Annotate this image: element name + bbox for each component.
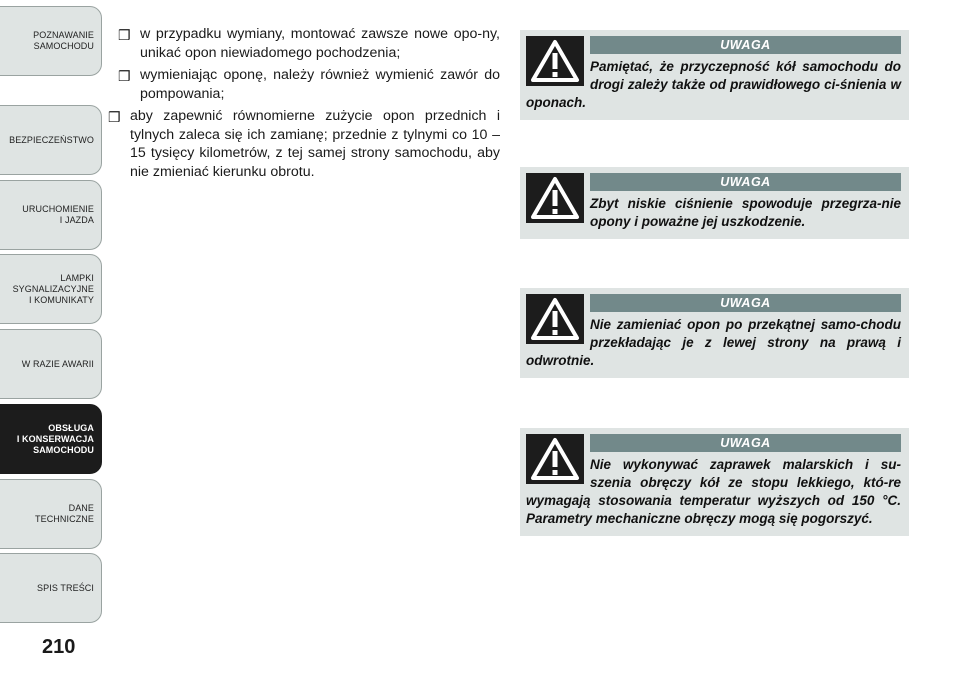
chapter-tabs	[0, 0, 104, 640]
tab-lampki-sygnalizacyjne[interactable]	[0, 254, 102, 324]
tab-spis-tresci[interactable]	[0, 553, 102, 623]
warning-box	[520, 30, 909, 120]
warning-text: Nie wykonywać zaprawek malarskich i su-szenia obręczy kół ze stopu lekkiego, któ-re wymagają stosowania temperatur wyższych od 150 °C. Parametry mechaniczne obręczy mogą się pogorszyć.	[526, 457, 901, 526]
tab-label: URUCHOMIENIE I JAZDA	[22, 204, 94, 225]
warning-title: UWAGA	[590, 434, 901, 452]
tab-label: W RAZIE AWARII	[21, 358, 94, 369]
warning-title: UWAGA	[590, 173, 901, 191]
warning-triangle-icon	[526, 434, 584, 484]
list-item-text: wymieniając oponę, należy również wymienić zawór do pompowania;	[140, 67, 500, 102]
warning-title: UWAGA	[590, 294, 901, 312]
list-item	[108, 107, 500, 181]
list-item	[118, 25, 500, 62]
list-item	[118, 66, 500, 103]
warning-box	[520, 428, 909, 536]
tab-w-razie-awarii[interactable]	[0, 329, 102, 399]
tab-label: BEZPIECZEŃSTWO	[9, 134, 94, 145]
warning-text: Zbyt niskie ciśnienie spowoduje przegrza-nie opony i poważne jej uszkodzenie.	[590, 196, 901, 229]
tab-label: POZNAWANIE SAMOCHODU	[33, 30, 94, 51]
checkbox-bullet-icon: ❒	[108, 109, 121, 125]
tab-bezpieczenstwo[interactable]	[0, 105, 102, 175]
warning-triangle-icon	[526, 173, 584, 223]
tab-label: OBSŁUGA I KONSERWACJA SAMOCHODU	[16, 422, 94, 455]
tab-obsluga-i-konserwacja[interactable]	[0, 404, 102, 474]
warning-triangle-icon	[526, 36, 584, 86]
warning-text: Nie zamieniać opon po przekątnej samo-chodu przekładając je z lewej strony na prawą i odwrotnie.	[526, 317, 901, 368]
tab-uruchomienie-i-jazda[interactable]	[0, 180, 102, 250]
list-item-text: w przypadku wymiany, montować zawsze nowe opo-ny, unikać opon niewiadomego pochodzenia;	[140, 26, 500, 61]
bullet-list	[108, 25, 500, 185]
tab-poznawanie-samochodu[interactable]	[0, 6, 102, 76]
tab-label: SPIS TREŚCI	[37, 582, 94, 593]
tab-label: DANE TECHNICZNE	[35, 503, 94, 524]
warning-text: Pamiętać, że przyczepność kół samochodu do drogi zależy także od prawidłowego ci-śnienia w oponach.	[526, 59, 901, 110]
warning-title: UWAGA	[590, 36, 901, 54]
warning-box	[520, 167, 909, 239]
page-number: 210	[42, 636, 76, 658]
warning-triangle-icon	[526, 294, 584, 344]
checkbox-bullet-icon: ❒	[118, 27, 131, 43]
list-item-text: aby zapewnić równomierne zużycie opon przednich i tylnych zaleca się ich zamianę; przednie z tylnymi co 10 – 15 tysięcy kilometrów, z tej samej strony samochodu, aby nie zmieniać kierunku obrotu.	[130, 108, 500, 180]
tab-dane-techniczne[interactable]	[0, 479, 102, 549]
checkbox-bullet-icon: ❒	[118, 68, 131, 84]
warning-box	[520, 288, 909, 378]
tab-label: LAMPKI SYGNALIZACYJNE I KOMUNIKATY	[12, 272, 94, 305]
